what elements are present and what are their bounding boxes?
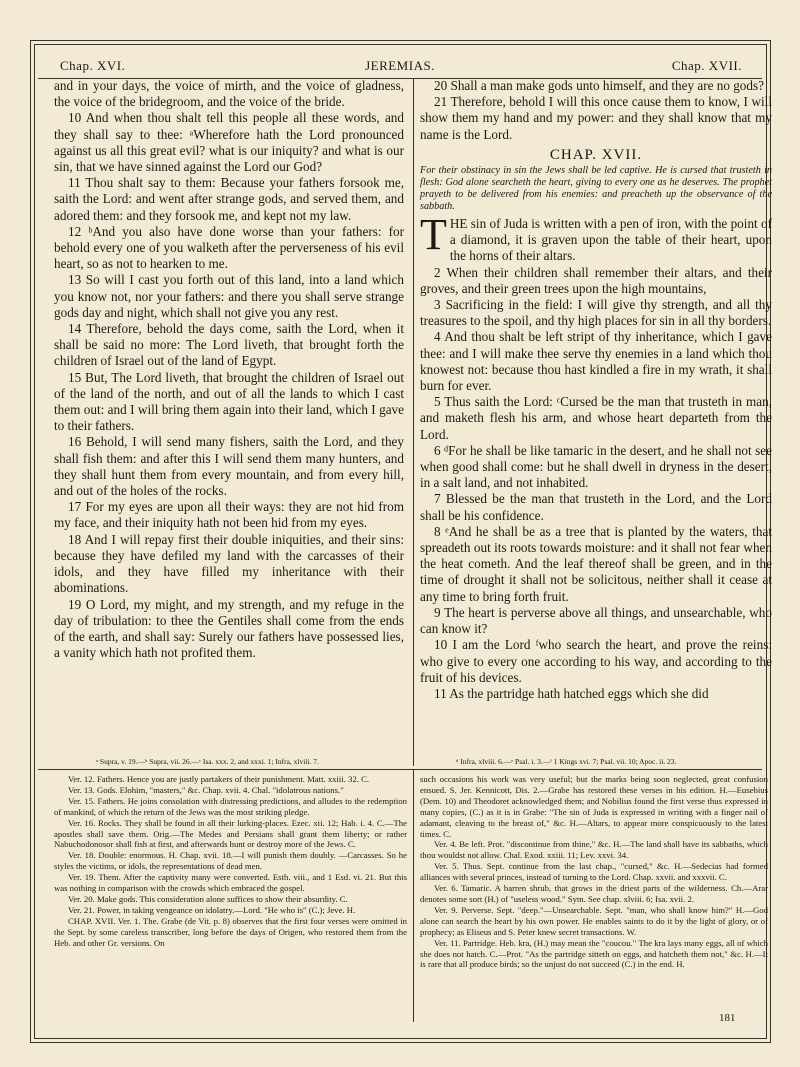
note: Ver. 6. Tamaric. A barren shrub, that grows in the driest parts of the wilderness. Ch.—Arar denotes some sort (H.) of "useless wood." Sym. See chap. xlviii. 6; Isa. xvii. 2.: [420, 883, 768, 904]
verse: 21 Therefore, behold I will this once cause them to know, I will show them my hand and my power: and they shall know that my name is the Lord.: [420, 94, 772, 142]
notes-divider: [413, 770, 414, 1022]
verse: 20 Shall a man make gods unto himself, and they are no gods?: [434, 78, 764, 93]
verse: 10 I am the Lord ᶠwho search the heart, and prove the reins: who give to every one according to his way, and according to the fruit of his devices.: [420, 637, 772, 685]
note: Ver. 11. Partridge. Heb. kra, (H.) may mean the "coucou." The kra lays many eggs, all of which she does not hatch. C.—Prot. "As the partridge sitteth on eggs, and hatcheth them not," &c. H.—It is rare that all produce birds; so the unjust do not succeed (C.) in the end. H.: [420, 937, 768, 970]
verse: 15 But, The Lord liveth, that brought the children of Israel out of the land of the north, and out of all the lands to which I cast them out: and I will bring them again into their land, which I gave to their fathers.: [54, 369, 404, 434]
footnote-right: ᵈ Infra, xlviii. 6.—ᵉ Psal. i. 3.—ᶠ 1 Kings xvi. 7; Psal. vii. 10; Apoc. ii. 23.: [456, 757, 677, 766]
header-left: Chap. XVI.: [60, 58, 126, 73]
page-number: 181: [719, 1012, 736, 1024]
note: Ver. 21. Power, in taking vengeance on idolatry.—Lord. "He who is" (C.); Jeve. H.: [68, 904, 356, 915]
note: Ver. 15. Fathers. He joins consolation with distressing predictions, and alludes to the redemption of mankind, of which the return of the Jews was the most striking pledge.: [54, 795, 407, 817]
note: Ver. 20. Make gods. This consideration alone suffices to show their absurdity. C.: [68, 893, 348, 904]
note: Ver. 12. Fathers. Hence you are justly partakers of their punishment. Matt. xxiii. 32. C.: [68, 774, 370, 784]
verse: 6 ᵈFor he shall be like tamaric in the desert, and he shall not see when good shall come: but he shall dwell in dryness in the desert, in a salt land, and not inhabited.: [420, 442, 772, 491]
header-title: JEREMIAS.: [365, 58, 435, 73]
verse: 9 The heart is perverse above all things, and unsearchable, who can know it?: [420, 604, 772, 637]
right-text-column: [420, 78, 772, 702]
header-right: Chap. XVII.: [671, 58, 742, 73]
verse: 11 As the partridge hath hatched eggs which she did: [434, 685, 709, 701]
verse: 14 Therefore, behold the days come, saith the Lord, when it shall be said no more: The Lord liveth, that brought forth the children of Israel out of the land of Egypt.: [54, 321, 404, 369]
left-text-column: [54, 78, 404, 661]
column-divider: [413, 78, 414, 766]
verse: 7 Blessed be the man that trusteth in the Lord, and the Lord shall be his confidence.: [420, 491, 772, 523]
chapter-summary: For their obstinacy in sin the Jews shall be led captive. He is cursed that trusteth in flesh: God alone searcheth the heart, giving to every one as he deserves. The prophet prayeth to be delivered from his enemies: and preacheth up the observance of the sabbath.: [420, 165, 772, 213]
note: Ver. 13. Gods. Elohim, "masters," &c. Chap. xvii. 4. Chal. "idolatrous nations.": [68, 784, 344, 795]
verse: 12 ᵇAnd you also have done worse than your fathers: for behold every one of you walketh after the perverseness of his evil heart, so as not to hearken to me.: [54, 223, 404, 272]
notes-rule: [38, 769, 762, 770]
chapter-title: CHAP. XVII.: [549, 146, 643, 163]
verse: HE sin of Juda is written with a pen of iron, with the point of a diamond, it is graven upon the table of their heart, upon the horns of their altars.: [449, 216, 772, 264]
verse: 10 And when thou shalt tell this people all these words, and they shall say to thee: ᵃWherefore hath the Lord pronounced against us all this great evil? what is our iniquity? and what is our sin, that we have sinned against the Lord our God?: [54, 110, 404, 175]
footnote-left: ᵃ Supra, v. 19.—ᵇ Supra, vii. 26.—ᶜ Isa. xxx. 2, and xxxi. 1; Infra, xlviii. 7.: [96, 757, 319, 766]
note: CHAP. XVII. Ver. 1. The. Grabe (de Vit. p. 8) observes that the first four verses were omitted in the Sept. by some careless transcriber, long before the days of Origen, who restored them from the Heb. and other Gr. versions. On: [54, 915, 407, 948]
note: Ver. 19. Them. After the captivity many were converted. Esth. viii., and 1 Esd. vi. 21. But this was nothing in comparison with the crowds which embraced the gospel.: [54, 872, 407, 894]
drop-cap: T: [420, 210, 447, 260]
verse: 16 Behold, I will send many fishers, saith the Lord, and they shall fish them: and after this I will send them many hunters, and they shall hunt them from every mountain, and from every hill, and out of the holes of the rocks.: [54, 434, 404, 499]
note: Ver. 9. Perverse. Sept. "deep."—Unsearchable. Sept. "man, who shall know him?" H.—God alone can search the heart by his own power. He enables saints to do it by the light of glory, or of prophecy; as Eliseus and S. Peter knew secret transactions. W.: [420, 904, 768, 937]
running-header: [44, 56, 756, 78]
note: such occasions his work was very useful; but the marks being soon neglected, great confusion ensued. S. Jer. Kennicott, Dis. 2.—Grabe has restored these verses in his edition. H.—Eusebius (Dem. 10) and Theodoret acknowledged them; and Nobilius found the first verse thus expressed in many copies, (C.) as it is in Grabe: "The sin of Juda is expressed in writing with a finger nail of adamant, cleaving to the breast of," &c. H.—Altars, to appear more conspicuously to the latest times. C.: [420, 774, 768, 839]
verse: 8 ᵉAnd he shall be as a tree that is planted by the waters, that spreadeth out its roots towards moisture: and it shall not fear when the heat cometh. And the leaf thereof shall be green, and in the time of drought it shall not be solicitous, neither shall it cease at any time to bring forth fruit.: [420, 523, 772, 604]
commentary-right: [420, 774, 768, 970]
verse: and in your days, the voice of mirth, and the voice of gladness, the voice of the bridegroom, and the voice of the bride.: [54, 78, 404, 110]
verse: 5 Thus saith the Lord: ᶜCursed be the man that trusteth in man, and maketh flesh his arm, and whose heart departeth from the Lord.: [420, 394, 772, 442]
verse: 18 And I will repay first their double iniquities, and their sins: because they have defiled my land with the carcasses of their idols, and they have filled my inheritance with their abominations.: [54, 531, 404, 596]
verse: 2 When their children shall remember their altars, and their groves, and their green trees upon the high mountains,: [420, 264, 772, 296]
verse: 11 Thou shalt say to them: Because your fathers forsook me, saith the Lord: and went after strange gods, and served them, and adored them: and they forsook me, and kept not my law.: [54, 175, 404, 223]
verse: 3 Sacrificing in the field: I will give thy strength, and all thy treasures to the spoil, and thy high places for sin in all thy borders.: [420, 297, 772, 329]
verse: 19 O Lord, my might, and my strength, and my refuge in the day of tribulation: to thee the Gentiles shall come from the ends of the earth, and shall say: Surely our fathers have possessed lies, a vanity which hath not profited them.: [54, 596, 404, 661]
verse: 13 So will I cast you forth out of this land, into a land which you know not, nor your fathers: and there you shall serve strange gods day and night, which shall not give you any rest.: [54, 272, 404, 320]
verse: 17 For my eyes are upon all their ways: they are not hid from my face, and their iniquity hath not been hid from my eyes.: [54, 499, 404, 531]
note: Ver. 4. Be left. Prot. "discontinue from thine," &c. H.—The land shall have its sabbaths, which thou wouldst not allow. Chal. Exod. xxiii. 11; Lev. xxvi. 34.: [420, 839, 768, 861]
verse: 4 And thou shalt be left stript of thy inheritance, which I gave thee: and I will make thee serve thy enemies in a land which thou knowest not: because thou hast kindled a fire in my wrath, it shall burn for ever.: [420, 329, 772, 394]
commentary-left: [54, 774, 407, 949]
note: Ver. 16. Rocks. They shall be found in all their lurking-places. Ezec. xii. 12; Hab. i. 4. C.—The apostles shall save them. Orig.—The Medes and Persians shall grant them liberty; or rather Nabuchodonosor shall fish at first, and afterwards hunt or destroy more of the Jews. C.: [54, 817, 407, 850]
note: Ver. 5. Thus. Sept. continue from the last chap., "cursed," &c. H.—Sedecias had formed alliances with several princes, instead of turning to the Lord. Chap. xxvii. and xxxvii. C.: [420, 861, 768, 883]
note: Ver. 18. Double: enormous. H. Chap. xvii. 18.—I will punish them doubly. —Carcasses. So he styles the victims, or idols, the representations of dead men.: [54, 850, 407, 872]
